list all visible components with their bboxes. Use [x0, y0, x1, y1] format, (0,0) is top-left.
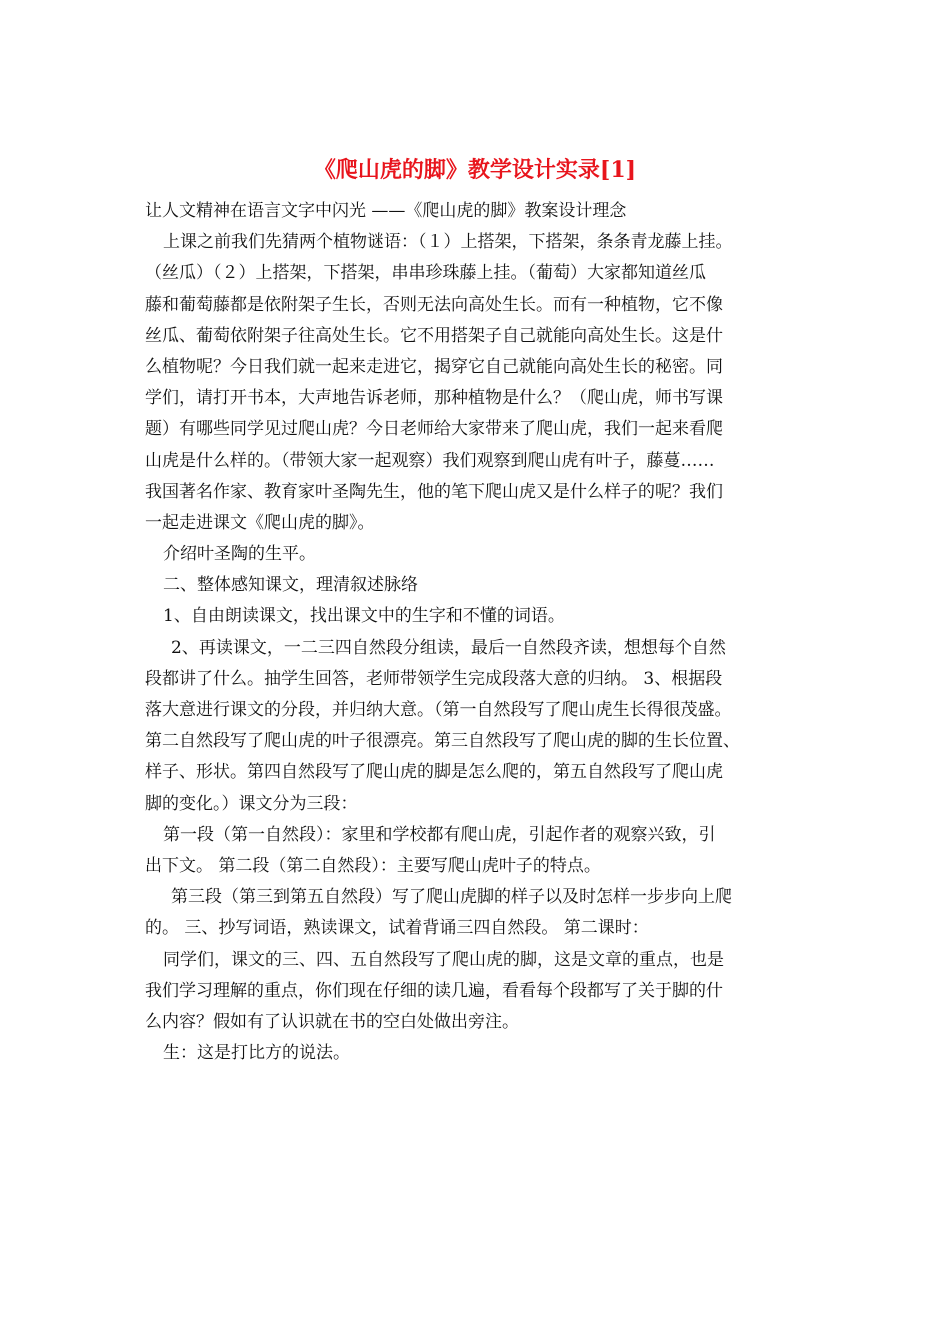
paragraph-line: 出下文。 第二段（第二自然段）：主要写爬山虎叶子的特点。 — [145, 855, 601, 876]
paragraph-line: 第二自然段写了爬山虎的叶子很漂亮。第三自然段写了爬山虎的脚的生长位置、 — [145, 731, 740, 752]
paragraph-line: 学们，请打开书本，大声地告诉老师，那种植物是什么？（爬山虎，师书写课 — [145, 388, 723, 409]
paragraph-line: 脚的变化。）课文分为三段： — [145, 793, 358, 814]
paragraph-line: 1、自由朗读课文，找出课文中的生字和不懂的词语。 — [163, 606, 565, 627]
subtitle-line: 让人文精神在语言文字中闪光 ——《爬山虎的脚》教案设计理念 — [145, 201, 627, 221]
paragraph-line: 山虎是什么样的。（带领大家一起观察）我们观察到爬山虎有叶子，藤蔓…… — [145, 450, 715, 471]
paragraph-line: 2、再读课文，一二三四自然段分组读，最后一自然段齐读，想想每个自然 — [171, 637, 726, 658]
paragraph-line: 么植物呢？今日我们就一起来走进它，揭穿它自己就能向高处生长的秘密。同 — [145, 356, 723, 377]
paragraph-line: 介绍叶圣陶的生平。 — [163, 544, 316, 565]
document-body — [145, 196, 805, 1069]
paragraph-line: 么内容？假如有了认识就在书的空白处做出旁注。 — [145, 1011, 519, 1032]
paragraph-line: 我们学习理解的重点，你们现在仔细的读几遍，看看每个段都写了关于脚的什 — [145, 980, 723, 1001]
section-heading: 二、整体感知课文，理清叙述脉络 — [163, 575, 418, 596]
paragraph-line: 藤和葡萄藤都是依附架子生长，否则无法向高处生长。而有一种植物，它不像 — [145, 294, 723, 315]
paragraph-line: 上课之前我们先猜两个植物谜语：（１）上搭架，下搭架，条条青龙藤上挂。 — [163, 232, 733, 253]
paragraph-line: 一起走进课文《爬山虎的脚》。 — [145, 512, 375, 533]
paragraph-line: 落大意进行课文的分段，并归纳大意。（第一自然段写了爬山虎生长得很茂盛。 — [145, 700, 732, 720]
paragraph-line: 样子、形状。第四自然段写了爬山虎的脚是怎么爬的，第五自然段写了爬山虎 — [145, 762, 723, 783]
paragraph-line: 第三段（第三到第五自然段）写了爬山虎脚的样子以及时怎样一步步向上爬 — [171, 887, 732, 908]
paragraph-line: 丝瓜、葡萄依附架子往高处生长。它不用搭架子自己就能向高处生长。这是什 — [145, 325, 723, 346]
paragraph-line: （丝瓜）（２）上搭架，下搭架，串串珍珠藤上挂。（葡萄）大家都知道丝瓜 — [145, 263, 706, 284]
paragraph-line: 题）有哪些同学见过爬山虎？今日老师给大家带来了爬山虎，我们一起来看爬 — [145, 419, 723, 440]
paragraph-line: 同学们，课文的三、四、五自然段写了爬山虎的脚，这是文章的重点，也是 — [163, 949, 724, 970]
paragraph-line: 段都讲了什么。抽学生回答，老师带领学生完成段落大意的归纳。 3、根据段 — [145, 668, 723, 689]
paragraph-line: 的。 三、抄写词语，熟读课文，试着背诵三四自然段。 第二课时： — [145, 918, 649, 939]
document-title: 《爬山虎的脚》教学设计实录[1] — [313, 157, 637, 183]
paragraph-line: 生：这是打比方的说法。 — [163, 1043, 350, 1064]
paragraph-line: 第一段（第一自然段）：家里和学校都有爬山虎，引起作者的观察兴致，引 — [163, 824, 716, 845]
paragraph-line: 我国著名作家、教育家叶圣陶先生，他的笔下爬山虎又是什么样子的呢？我们 — [145, 481, 723, 502]
